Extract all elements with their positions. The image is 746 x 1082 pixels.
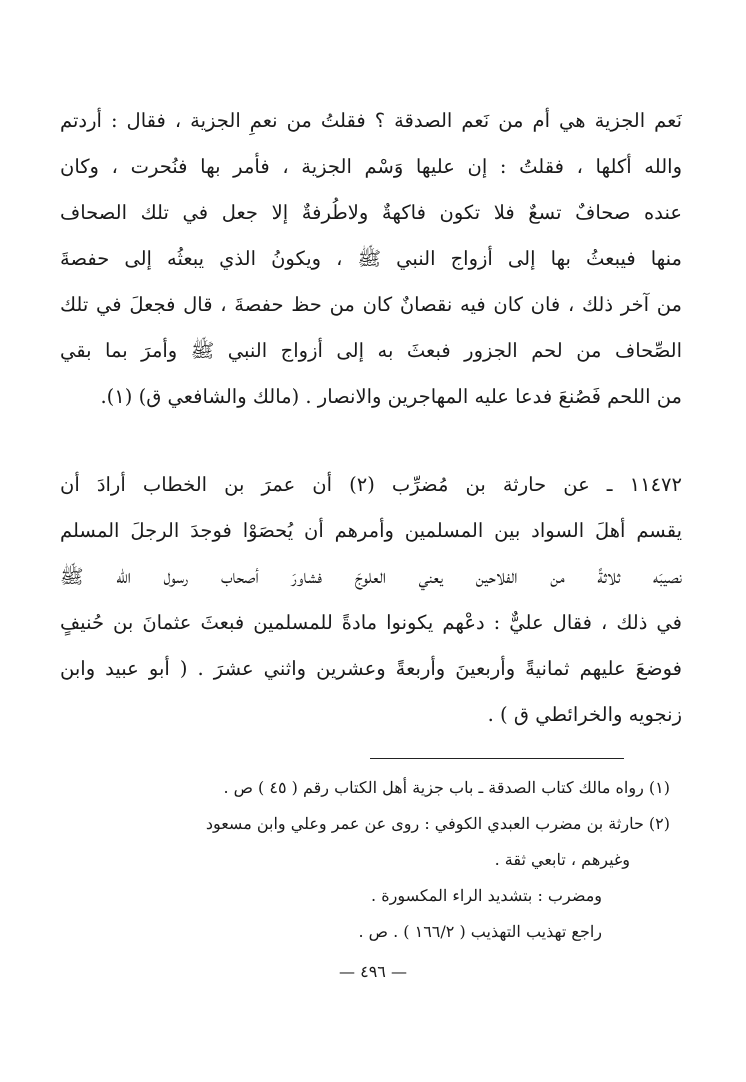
footnote-2: (٢) حارثة بن مضرب العبدي الكوفي : روى عن عمر وعلي وابن مسعود xyxy=(205,814,670,833)
text-line: عنده صحافٌ تسعٌ فلا تكون فاكهةٌ ولاطُرفةٌ إلا جعل في تلك الصحاف xyxy=(60,201,682,224)
text-line: نَعم الجزية هي أم من نَعم الصدقة ؟ فقلتُ من نعمِ الجزية ، فقال : أردتم xyxy=(60,109,682,132)
text-line: فوضعَ عليهم ثمانيةً وأربعينَ وأربعةً وعشرين واثني عشرَ . ( أبو عبيد وابن xyxy=(60,657,682,680)
footnote-1: (١) رواه مالك كتاب الصدقة ـ باب جزية أهل الكتاب رقم ( ٤٥ ) ص . xyxy=(223,778,670,797)
footnotes xyxy=(90,770,670,950)
text-line: نصيبَه ثلاثةً من الفلاحين يعني العلوجَ فشاورَ أصحاب رسول الله ﷺ xyxy=(60,565,682,588)
footnote-2-note: ومضرب : بتشديد الراء المكسورة . xyxy=(371,886,602,905)
text-line: ١١٤٧٢ ـ عن حارثة بن مُضرِّب (٢) أن عمرَ بن الخطاب أرادَ أن xyxy=(60,473,682,496)
text-line: من آخر ذلك ، فان كان فيه نقصانٌ كان من حظ حفصةَ ، قال فجعلَ في تلك xyxy=(60,293,682,316)
paragraph-1 xyxy=(60,98,682,420)
text-line: والله أكلها ، فقلتُ : إن عليها وَسْم الجزية ، فأمر بها فنُحرت ، وكان xyxy=(60,155,682,178)
text-line: الصِّحاف من لحم الجزور فبعثَ به إلى أزواج النبي ﷺ وأمرَ بما بقي xyxy=(60,339,682,362)
text-line: منها فيبعثُ بها إلى أزواج النبي ﷺ ، ويكونُ الذي يبعثُه إلى حفصةَ xyxy=(60,247,682,270)
text-line: يقسم أهلَ السواد بين المسلمين وأمرهم أن يُحصَوْا فوجدَ الرجلَ المسلم xyxy=(60,519,682,542)
footnote-2-reference: راجع تهذيب التهذيب ( ١٦٦/٢ ) . ص . xyxy=(358,922,602,941)
text-line: في ذلك ، فقال عليٌّ : دعْهم يكونوا مادةً للمسلمين فبعثَ عثمانَ بن حُنيفٍ xyxy=(60,611,682,634)
page-number: — ٤٩٦ — xyxy=(339,962,407,981)
text-line: من اللحم فَصُنعَ فدعا عليه المهاجرين والانصار . (مالك والشافعي ق) (١). xyxy=(100,385,682,408)
footnote-separator xyxy=(370,758,624,759)
paragraph-2 xyxy=(60,462,682,738)
footnote-2-continued: وغيرهم ، تابعي ثقة . xyxy=(494,850,630,869)
text-line: زنجويه والخرائطي ق ) . xyxy=(487,703,682,726)
